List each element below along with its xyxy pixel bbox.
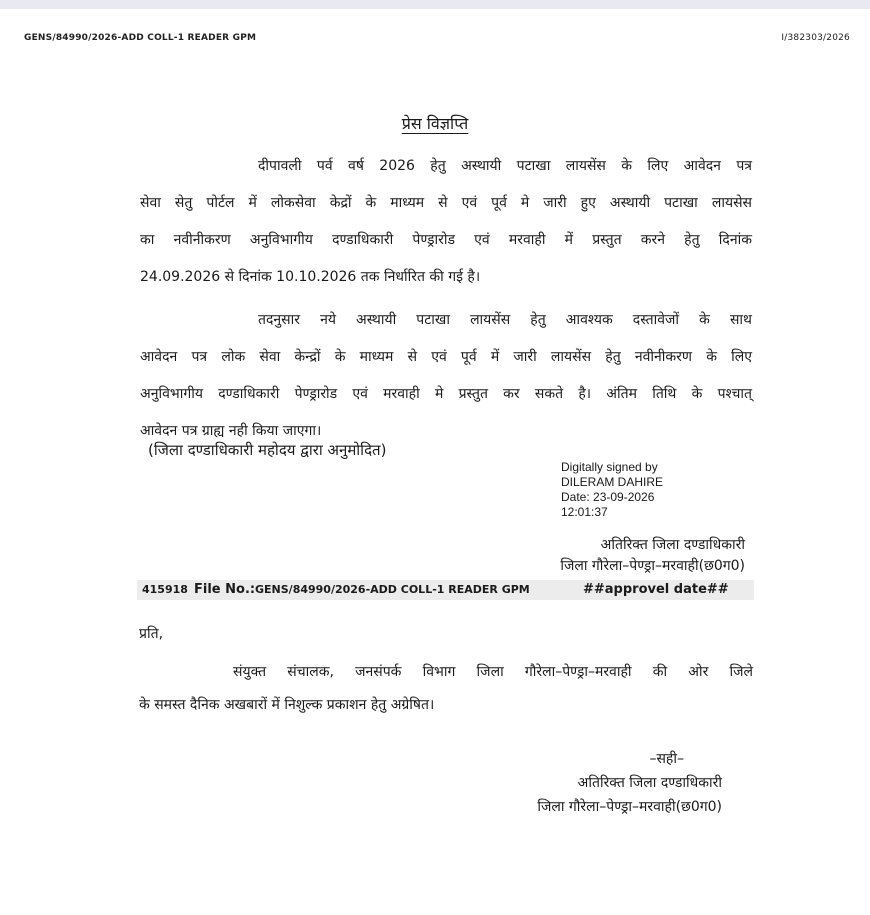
signature-line: Digitally signed by bbox=[561, 460, 658, 474]
header-inward-number: I/382303/2026 bbox=[781, 33, 850, 43]
paragraph-1-line: 24.09.2026 से दिनांक 10.10.2026 तक निर्धारित की गई है। bbox=[140, 269, 481, 285]
paragraph-2-line: तदनुसार नये अस्थायी पटाखा लायसेंस हेतु आवश्यक दस्तावेजों के साथ bbox=[258, 312, 752, 328]
closing-line: जिला गौरेला–पेण्ड्रा–मरवाही(छ0ग0) bbox=[537, 799, 722, 815]
closing-signature bbox=[482, 747, 722, 819]
closing-line: अतिरिक्त जिला दण्डाधिकारी bbox=[577, 775, 722, 791]
approval-note: (जिला दण्डाधिकारी महोदय द्वारा अनुमोदित) bbox=[148, 441, 387, 459]
file-bar-approval-date: ##approvel date## bbox=[583, 582, 729, 597]
signature-line: 12:01:37 bbox=[561, 505, 608, 519]
officer-line: अतिरिक्त जिला दण्डाधिकारी bbox=[600, 537, 745, 553]
document-title bbox=[0, 112, 870, 134]
signature-line: DILERAM DAHIRE bbox=[561, 475, 664, 489]
header-file-number: GENS/84990/2026-ADD COLL-1 READER GPM bbox=[24, 33, 257, 43]
file-bar-value: GENS/84990/2026-ADD COLL-1 READER GPM bbox=[255, 583, 530, 596]
paragraph-3 bbox=[139, 656, 753, 722]
paragraph-1-line: दीपावली पर्व वर्ष 2026 हेतु अस्थायी पटाखा लायसेंस के लिए आवेदन पत्र bbox=[258, 158, 752, 174]
paragraph-2-line: अनुविभागीय दण्डाधिकारी पेण्ड्रारोड एवं मरवाही मे प्रस्तुत कर सकते है। अंतिम तिथि के पश्चात् bbox=[140, 386, 752, 402]
paragraph-2-line: आवेदन पत्र ग्राह्य नही किया जाएगा। bbox=[140, 423, 322, 439]
file-bar-label: File No.: bbox=[194, 582, 256, 597]
signed-mark: –सही– bbox=[649, 751, 684, 767]
top-strip bbox=[0, 0, 870, 9]
paragraph-3-line: संयुक्त संचालक, जनसंपर्क विभाग जिला गौरेला–पेण्ड्रा–मरवाही की ओर जिले bbox=[233, 664, 753, 680]
digital-signature bbox=[561, 460, 663, 520]
paragraph-3-line: के समस्त दैनिक अखबारों में निशुल्क प्रकाशन हेतु अग्रेषित। bbox=[139, 697, 435, 713]
title-text: प्रेस विज्ञप्ति bbox=[401, 114, 469, 133]
paragraph-2-line: आवेदन पत्र लोक सेवा केन्द्रों के माध्यम से एवं पूर्व में जारी लायसेंस हेतु नवीनीकरण के लिए bbox=[140, 349, 752, 365]
paragraph-1-line: सेवा सेतु पोर्टल में लोकसेवा केद्रों के माध्यम से एवं पूर्व मे जारी हुए अस्थायी पटाखा लायसेस bbox=[140, 195, 752, 211]
officer-designation bbox=[485, 535, 745, 577]
officer-line: जिला गौरेला–पेण्ड्रा–मरवाही(छ0ग0) bbox=[560, 558, 745, 574]
signature-line: Date: 23-09-2026 bbox=[561, 490, 655, 504]
file-bar bbox=[137, 580, 754, 600]
paragraph-2 bbox=[140, 302, 752, 450]
paragraph-1 bbox=[140, 148, 752, 296]
file-bar-number: 415918 bbox=[142, 583, 188, 596]
paragraph-1-line: का नवीनीकरण अनुविभागीय दण्डाधिकारी पेण्ड्रारोड एवं मरवाही में प्रस्तुत करने हेतु दिनांक bbox=[140, 232, 752, 248]
addressee-label: प्रति, bbox=[139, 626, 164, 642]
